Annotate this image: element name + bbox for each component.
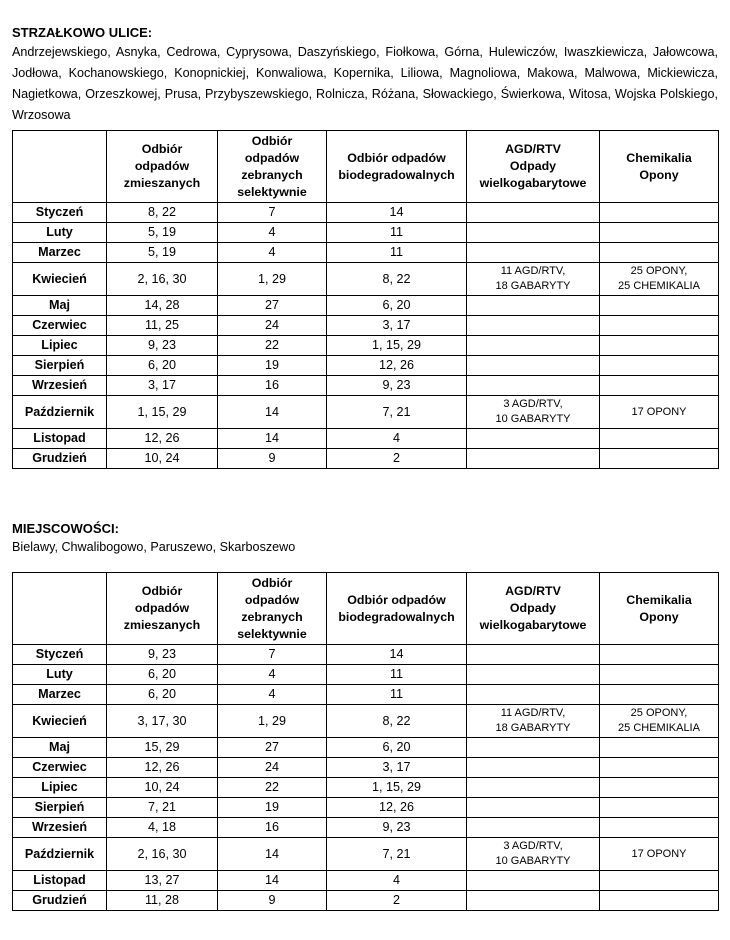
table-header-row bbox=[13, 573, 719, 645]
table-row bbox=[13, 891, 719, 911]
agd-cell bbox=[467, 263, 600, 296]
chem-cell bbox=[600, 838, 719, 871]
table-header-row bbox=[13, 131, 719, 203]
bio-cell: 4 bbox=[327, 429, 467, 449]
month-cell: Lipiec bbox=[13, 778, 107, 798]
mixed-cell: 7, 21 bbox=[107, 798, 218, 818]
mixed-cell: 11, 28 bbox=[107, 891, 218, 911]
month-cell: Styczeń bbox=[13, 203, 107, 223]
chem-cell bbox=[600, 891, 719, 911]
month-cell: Kwiecień bbox=[13, 705, 107, 738]
chem-cell bbox=[600, 316, 719, 336]
selective-cell: 27 bbox=[218, 296, 327, 316]
header-selective: Odbiór odpadów zebranych selektywnie bbox=[218, 131, 327, 203]
selective-cell: 16 bbox=[218, 376, 327, 396]
section-miejscowosci bbox=[12, 520, 718, 556]
selective-cell: 7 bbox=[218, 645, 327, 665]
agd-cell bbox=[467, 871, 600, 891]
bio-cell: 14 bbox=[327, 645, 467, 665]
header-bio: Odbiór odpadów biodegradowalnych bbox=[327, 573, 467, 645]
selective-cell: 27 bbox=[218, 738, 327, 758]
month-cell: Luty bbox=[13, 665, 107, 685]
chem-cell bbox=[600, 429, 719, 449]
month-cell: Maj bbox=[13, 738, 107, 758]
header-blank bbox=[13, 573, 107, 645]
bio-cell: 11 bbox=[327, 243, 467, 263]
table-body bbox=[13, 203, 719, 469]
agd-cell bbox=[467, 376, 600, 396]
agd-line: 10 GABARYTY bbox=[495, 413, 571, 425]
month-cell: Maj bbox=[13, 296, 107, 316]
bio-cell: 2 bbox=[327, 891, 467, 911]
bio-cell: 8, 22 bbox=[327, 705, 467, 738]
chem-cell bbox=[600, 376, 719, 396]
bio-cell: 2 bbox=[327, 449, 467, 469]
selective-cell: 14 bbox=[218, 429, 327, 449]
chem-cell bbox=[600, 396, 719, 429]
table-row bbox=[13, 316, 719, 336]
table-row bbox=[13, 705, 719, 738]
agd-cell bbox=[467, 203, 600, 223]
table-row bbox=[13, 778, 719, 798]
selective-cell: 14 bbox=[218, 838, 327, 871]
chem-cell bbox=[600, 223, 719, 243]
agd-cell bbox=[467, 891, 600, 911]
street-list: Andrzejewskiego, Asnyka, Cedrowa, Cyprysowa, Daszyńskiego, Fiołkowa, Górna, Hulewiczów, Iwaszkiewicza, Jałowcowa, Jodłowa, Kochanowskiego, Konopnickiej, Konwaliowa, Kopernika, Liliowa, Magnoliowa, Makowa, Malwowa, Mickiewicza, Nagietkowa, Orzeszkowej, Prusa, Przybyszewskiego, Rolnicza, Różana, Słowackiego, Świerkowa, Witosa, Wojska Polskiego, Wrzosowa bbox=[12, 45, 718, 122]
table-row bbox=[13, 203, 719, 223]
bio-cell: 6, 20 bbox=[327, 738, 467, 758]
agd-cell bbox=[467, 429, 600, 449]
chem-cell bbox=[600, 263, 719, 296]
chem-line: 17 OPONY bbox=[631, 405, 687, 418]
selective-cell: 24 bbox=[218, 316, 327, 336]
agd-line: 3 AGD/RTV, bbox=[503, 398, 563, 410]
agd-line: 11 AGD/RTV, bbox=[500, 265, 566, 277]
mixed-cell: 14, 28 bbox=[107, 296, 218, 316]
selective-cell: 16 bbox=[218, 818, 327, 838]
table-row bbox=[13, 758, 719, 778]
agd-cell bbox=[467, 316, 600, 336]
chem-cell bbox=[600, 243, 719, 263]
bio-cell: 8, 22 bbox=[327, 263, 467, 296]
bio-cell: 11 bbox=[327, 685, 467, 705]
mixed-cell: 13, 27 bbox=[107, 871, 218, 891]
mixed-cell: 8, 22 bbox=[107, 203, 218, 223]
bio-cell: 4 bbox=[327, 871, 467, 891]
agd-cell bbox=[467, 336, 600, 356]
table-row bbox=[13, 645, 719, 665]
agd-cell bbox=[467, 685, 600, 705]
mixed-cell: 3, 17, 30 bbox=[107, 705, 218, 738]
month-cell: Sierpień bbox=[13, 798, 107, 818]
agd-line: 18 GABARYTY bbox=[495, 280, 571, 292]
month-cell: Wrzesień bbox=[13, 376, 107, 396]
month-cell: Lipiec bbox=[13, 336, 107, 356]
selective-cell: 19 bbox=[218, 356, 327, 376]
table-row bbox=[13, 665, 719, 685]
chem-cell bbox=[600, 871, 719, 891]
agd-cell bbox=[467, 838, 600, 871]
chem-cell bbox=[600, 758, 719, 778]
mixed-cell: 10, 24 bbox=[107, 778, 218, 798]
bio-cell: 1, 15, 29 bbox=[327, 778, 467, 798]
agd-cell bbox=[467, 705, 600, 738]
schedule-table-miejscowosci bbox=[12, 572, 719, 911]
chem-cell bbox=[600, 336, 719, 356]
chem-cell bbox=[600, 296, 719, 316]
chem-line: 25 CHEMIKALIA bbox=[618, 280, 700, 292]
selective-cell: 14 bbox=[218, 871, 327, 891]
chem-cell bbox=[600, 798, 719, 818]
table-row bbox=[13, 223, 719, 243]
month-cell: Czerwiec bbox=[13, 316, 107, 336]
table-row bbox=[13, 685, 719, 705]
mixed-cell: 10, 24 bbox=[107, 449, 218, 469]
agd-cell bbox=[467, 243, 600, 263]
agd-cell bbox=[467, 758, 600, 778]
mixed-cell: 9, 23 bbox=[107, 336, 218, 356]
month-cell: Marzec bbox=[13, 685, 107, 705]
header-mixed: Odbiór odpadów zmieszanych bbox=[107, 131, 218, 203]
chem-line: 25 OPONY, bbox=[630, 707, 688, 719]
selective-cell: 24 bbox=[218, 758, 327, 778]
bio-cell: 3, 17 bbox=[327, 758, 467, 778]
agd-cell bbox=[467, 296, 600, 316]
month-cell: Styczeń bbox=[13, 645, 107, 665]
header-mixed: Odbiór odpadów zmieszanych bbox=[107, 573, 218, 645]
chem-cell bbox=[600, 665, 719, 685]
selective-cell: 4 bbox=[218, 243, 327, 263]
table-row bbox=[13, 838, 719, 871]
agd-cell bbox=[467, 778, 600, 798]
mixed-cell: 4, 18 bbox=[107, 818, 218, 838]
table-row bbox=[13, 429, 719, 449]
table-row bbox=[13, 738, 719, 758]
month-cell: Czerwiec bbox=[13, 758, 107, 778]
selective-cell: 1, 29 bbox=[218, 705, 327, 738]
chem-cell bbox=[600, 818, 719, 838]
month-cell: Sierpień bbox=[13, 356, 107, 376]
table-row bbox=[13, 296, 719, 316]
agd-cell bbox=[467, 645, 600, 665]
mixed-cell: 6, 20 bbox=[107, 356, 218, 376]
selective-cell: 9 bbox=[218, 449, 327, 469]
month-cell: Kwiecień bbox=[13, 263, 107, 296]
agd-cell bbox=[467, 223, 600, 243]
mixed-cell: 6, 20 bbox=[107, 685, 218, 705]
selective-cell: 7 bbox=[218, 203, 327, 223]
chem-cell bbox=[600, 778, 719, 798]
month-cell: Wrzesień bbox=[13, 818, 107, 838]
section-heading: STRZAŁKOWO ULICE: bbox=[12, 25, 153, 40]
header-bio: Odbiór odpadów biodegradowalnych bbox=[327, 131, 467, 203]
chem-cell bbox=[600, 356, 719, 376]
selective-cell: 4 bbox=[218, 665, 327, 685]
section-strzalkowo bbox=[12, 24, 718, 126]
header-selective: Odbiór odpadów zebranych selektywnie bbox=[218, 573, 327, 645]
month-cell: Październik bbox=[13, 396, 107, 429]
mixed-cell: 12, 26 bbox=[107, 758, 218, 778]
bio-cell: 12, 26 bbox=[327, 356, 467, 376]
agd-line: 10 GABARYTY bbox=[495, 855, 571, 867]
agd-cell bbox=[467, 798, 600, 818]
table-row bbox=[13, 798, 719, 818]
agd-cell bbox=[467, 356, 600, 376]
chem-cell bbox=[600, 449, 719, 469]
month-cell: Październik bbox=[13, 838, 107, 871]
bio-cell: 7, 21 bbox=[327, 838, 467, 871]
selective-cell: 9 bbox=[218, 891, 327, 911]
mixed-cell: 5, 19 bbox=[107, 243, 218, 263]
bio-cell: 14 bbox=[327, 203, 467, 223]
mixed-cell: 3, 17 bbox=[107, 376, 218, 396]
section-heading: MIEJSCOWOŚCI: bbox=[12, 521, 119, 536]
selective-cell: 1, 29 bbox=[218, 263, 327, 296]
agd-line: 3 AGD/RTV, bbox=[503, 840, 563, 852]
mixed-cell: 1, 15, 29 bbox=[107, 396, 218, 429]
table-row bbox=[13, 356, 719, 376]
town-list: Bielawy, Chwalibogowo, Paruszewo, Skarboszewo bbox=[12, 540, 296, 554]
bio-cell: 11 bbox=[327, 665, 467, 685]
bio-cell: 3, 17 bbox=[327, 316, 467, 336]
table-row bbox=[13, 336, 719, 356]
chem-cell bbox=[600, 705, 719, 738]
agd-cell bbox=[467, 665, 600, 685]
mixed-cell: 12, 26 bbox=[107, 429, 218, 449]
chem-cell bbox=[600, 645, 719, 665]
table-row bbox=[13, 449, 719, 469]
mixed-cell: 5, 19 bbox=[107, 223, 218, 243]
chem-cell bbox=[600, 738, 719, 758]
chem-line: 25 OPONY, bbox=[630, 265, 688, 277]
header-agd: AGD/RTV Odpady wielkogabarytowe bbox=[467, 573, 600, 645]
selective-cell: 4 bbox=[218, 685, 327, 705]
mixed-cell: 2, 16, 30 bbox=[107, 263, 218, 296]
table-row bbox=[13, 376, 719, 396]
table-row bbox=[13, 871, 719, 891]
bio-cell: 9, 23 bbox=[327, 376, 467, 396]
selective-cell: 4 bbox=[218, 223, 327, 243]
table-row bbox=[13, 243, 719, 263]
mixed-cell: 2, 16, 30 bbox=[107, 838, 218, 871]
bio-cell: 6, 20 bbox=[327, 296, 467, 316]
table-body bbox=[13, 645, 719, 911]
month-cell: Listopad bbox=[13, 871, 107, 891]
bio-cell: 11 bbox=[327, 223, 467, 243]
mixed-cell: 9, 23 bbox=[107, 645, 218, 665]
agd-cell bbox=[467, 818, 600, 838]
schedule-table-strzalkowo bbox=[12, 130, 719, 469]
agd-cell bbox=[467, 396, 600, 429]
chem-line: 25 CHEMIKALIA bbox=[618, 722, 700, 734]
agd-line: 18 GABARYTY bbox=[495, 722, 571, 734]
selective-cell: 22 bbox=[218, 778, 327, 798]
selective-cell: 22 bbox=[218, 336, 327, 356]
table-row bbox=[13, 396, 719, 429]
month-cell: Listopad bbox=[13, 429, 107, 449]
bio-cell: 7, 21 bbox=[327, 396, 467, 429]
month-cell: Luty bbox=[13, 223, 107, 243]
month-cell: Marzec bbox=[13, 243, 107, 263]
table-row bbox=[13, 818, 719, 838]
header-chem: Chemikalia Opony bbox=[600, 573, 719, 645]
header-chem: Chemikalia Opony bbox=[600, 131, 719, 203]
month-cell: Grudzień bbox=[13, 891, 107, 911]
table-row bbox=[13, 263, 719, 296]
bio-cell: 9, 23 bbox=[327, 818, 467, 838]
agd-cell bbox=[467, 449, 600, 469]
mixed-cell: 6, 20 bbox=[107, 665, 218, 685]
chem-cell bbox=[600, 203, 719, 223]
header-agd: AGD/RTV Odpady wielkogabarytowe bbox=[467, 131, 600, 203]
bio-cell: 1, 15, 29 bbox=[327, 336, 467, 356]
bio-cell: 12, 26 bbox=[327, 798, 467, 818]
mixed-cell: 15, 29 bbox=[107, 738, 218, 758]
mixed-cell: 11, 25 bbox=[107, 316, 218, 336]
selective-cell: 19 bbox=[218, 798, 327, 818]
agd-cell bbox=[467, 738, 600, 758]
chem-line: 17 OPONY bbox=[631, 847, 687, 860]
agd-line: 11 AGD/RTV, bbox=[500, 707, 566, 719]
chem-cell bbox=[600, 685, 719, 705]
month-cell: Grudzień bbox=[13, 449, 107, 469]
header-blank bbox=[13, 131, 107, 203]
selective-cell: 14 bbox=[218, 396, 327, 429]
